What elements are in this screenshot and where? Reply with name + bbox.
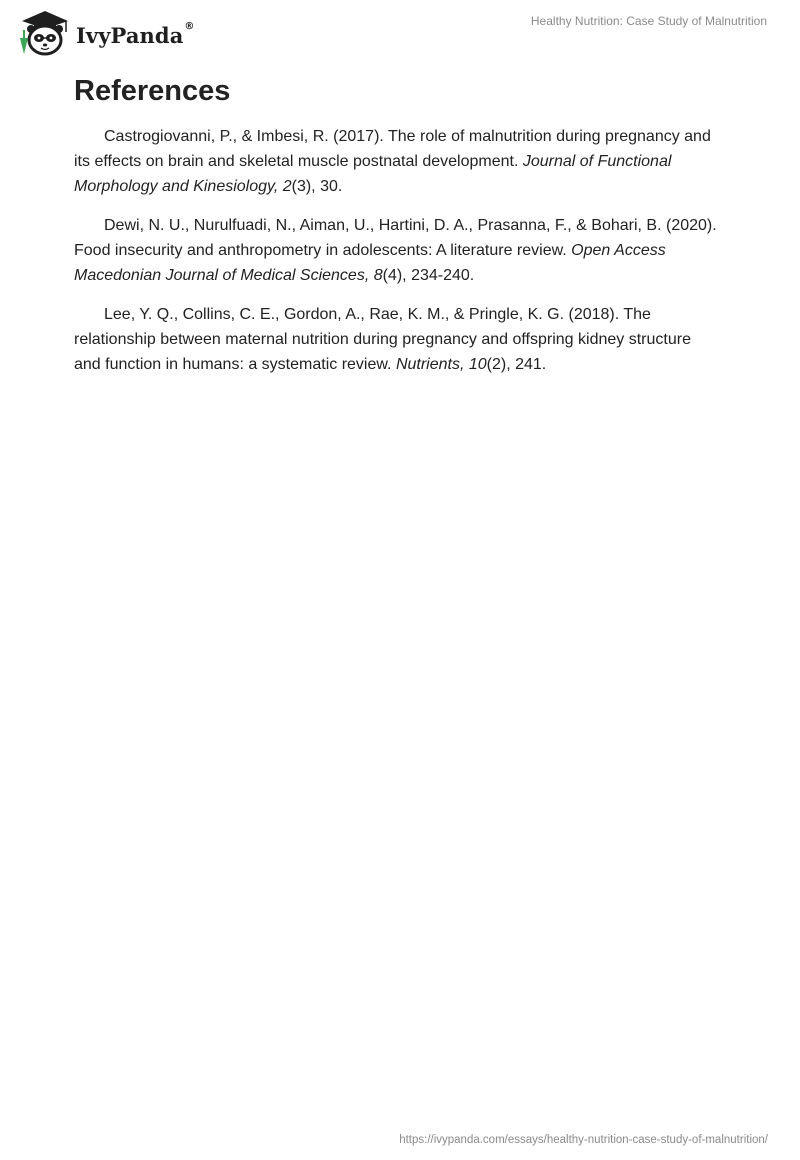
panda-graduation-cap-icon [14, 8, 74, 58]
reference-citation: Dewi, N. U., Nurulfuadi, N., Aiman, U., Hartini, D. A., Prasanna, F., & Bohari, B. (2020). Food insecurity and anthropometry in adolescents: A literature review. [74, 217, 717, 259]
reference-entry [74, 124, 722, 199]
reference-issue-pages: (2), 241. [486, 356, 547, 373]
reference-journal: Nutrients, 10 [395, 356, 487, 373]
reference-citation: Lee, Y. Q., Collins, C. E., Gordon, A., Rae, K. M., & Pringle, K. G. (2018). The relationship between maternal nutrition during pregnancy and offspring kidney structure and function in humans: a systematic review. [74, 306, 691, 373]
page-header [0, 0, 800, 64]
document-title: Healthy Nutrition: Case Study of Malnutrition [530, 14, 767, 28]
reference-entry [74, 302, 722, 377]
footer-source-url[interactable]: https://ivypanda.com/essays/healthy-nutrition-case-study-of-malnutrition/ [399, 1134, 768, 1146]
references-section [74, 72, 722, 391]
ivypanda-logo[interactable] [14, 8, 195, 58]
page-title: References [74, 75, 231, 107]
reference-issue-pages: (3), 30. [291, 178, 343, 195]
reference-issue-pages: (4), 234-240. [382, 267, 475, 284]
brand-name: IvyPanda® [76, 20, 195, 48]
reference-journal: Open Access Macedonian Journal of Medical Sciences, 8 [74, 242, 666, 284]
reference-citation: Castrogiovanni, P., & Imbesi, R. (2017). The role of malnutrition during pregnancy and its effects on brain and skeletal muscle postnatal development. [74, 128, 711, 170]
reference-entry [74, 213, 722, 288]
reference-journal: Journal of Functional Morphology and Kinesiology, 2 [74, 153, 672, 195]
registered-mark: ® [184, 20, 195, 32]
